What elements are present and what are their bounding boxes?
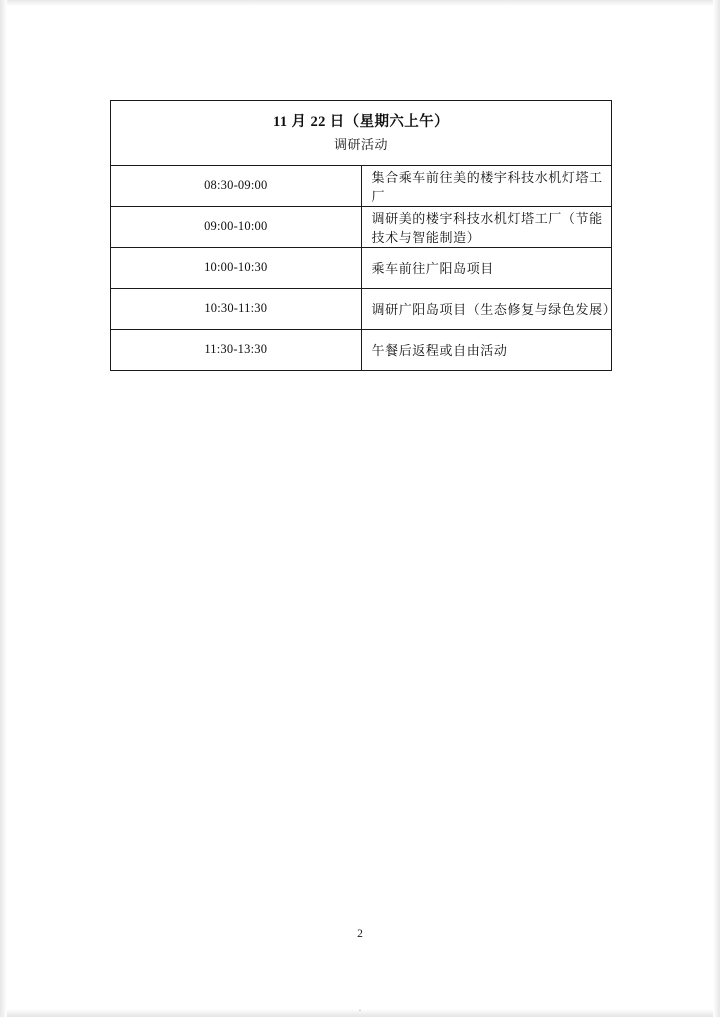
page-edge-right [713, 0, 720, 1017]
table-row [111, 247, 612, 288]
row-activity: 午餐后返程或自由活动 [361, 329, 612, 370]
page-edge-top [0, 0, 720, 6]
table-header-row [111, 101, 612, 166]
schedule-table [110, 100, 617, 371]
footer-mark: . [358, 1003, 362, 1013]
table-title: 11 月 22 日（星期六上午） [273, 114, 449, 130]
table-row [111, 165, 612, 206]
row-time: 11:30-13:30 [111, 329, 362, 370]
row-activity: 调研广阳岛项目（生态修复与绿色发展） [361, 288, 612, 329]
row-time: 09:00-10:00 [111, 206, 362, 247]
page-edge-left [0, 0, 7, 1017]
row-time: 10:30-11:30 [111, 288, 362, 329]
row-time: 10:00-10:30 [111, 247, 362, 288]
table-subtitle: 调研活动 [333, 137, 388, 153]
table-row [111, 288, 612, 329]
table-row [111, 206, 612, 247]
table-header-cell [111, 101, 612, 166]
row-time: 08:30-09:00 [111, 165, 362, 206]
page-number: 2 [357, 928, 363, 940]
row-activity: 集合乘车前往美的楼宇科技水机灯塔工厂 [361, 165, 612, 206]
table-row [111, 329, 612, 370]
row-activity: 乘车前往广阳岛项目 [361, 247, 612, 288]
row-activity: 调研美的楼宇科技水机灯塔工厂（节能技术与智能制造） [361, 206, 612, 247]
